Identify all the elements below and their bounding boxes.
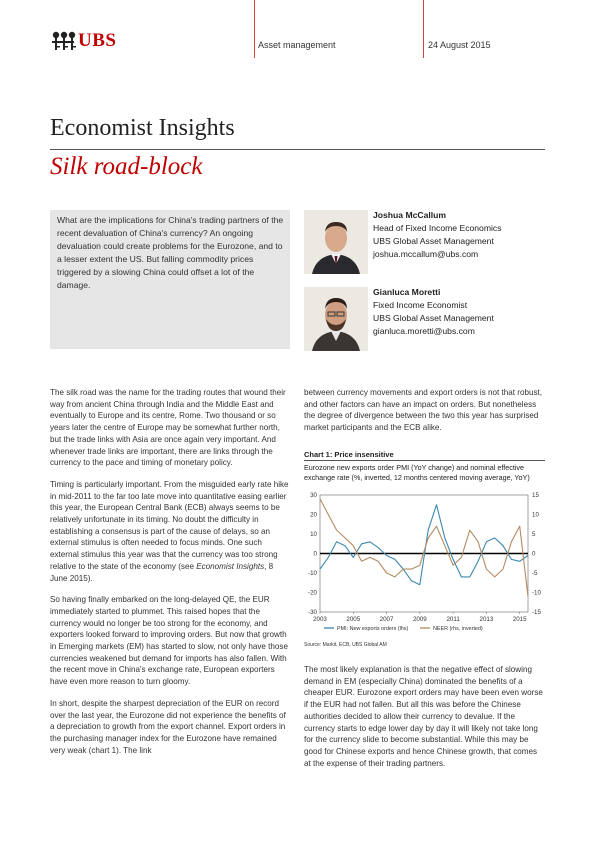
author-org: UBS Global Asset Management — [373, 313, 494, 323]
body-text: , 8 June 2015). — [50, 561, 274, 583]
body-text: Timing is particularly important. From the misguided early rate hike in mid-2011 to the far too late move into quantitative easing earlier this year, the European Central Bank (ECB) always seems to be relatively unfortunate in its timing. No doubt the difficulty in establishing a consensus is part of the cause of delays, so an external stimulus is often needed to focus minds. One such external stimulus this year was that the currency was too strong relative to the state of the economy (see — [50, 479, 289, 571]
y-right-tick-label: 10 — [532, 511, 539, 519]
page-subtitle: Silk road-block — [50, 153, 203, 180]
y-left-tick-label: -20 — [308, 589, 317, 597]
x-tick-label: 2005 — [346, 616, 361, 623]
brand-wordmark: UBS — [78, 30, 117, 51]
body-column-right — [304, 387, 544, 444]
y-right-tick-label: -5 — [532, 570, 538, 578]
y-left-tick-label: 0 — [313, 550, 317, 558]
body-paragraph: The silk road was the name for the trading routes that wound their way from ancient China through India and the Middle East and eventually to Europe and its centre, Rome. Two thousand or so years later the centre of Europe may be somewhat further north, but the trade links with Asia are once again very important. And whenever trade links are important, there are links through the currency to the pace and timing of monetary policy. — [50, 388, 286, 468]
x-tick-label: 2011 — [446, 616, 460, 623]
author-name: Joshua McCallum — [373, 210, 447, 220]
author-name: Gianluca Moretti — [373, 287, 441, 297]
x-tick-label: 2013 — [479, 616, 494, 623]
header-date: 24 August 2015 — [428, 40, 491, 50]
series-line-pmi — [320, 505, 528, 585]
title-divider — [50, 149, 545, 150]
body-paragraph: The most likely explanation is that the negative effect of slowing demand in EM (especially China) dominated the benefits of a cheaper EUR. Eurozone export orders may have been even worse if the EUR had not fallen. But all this was before the Chinese authorities decided to allow their currency to devalue. If the currency starts to edge lower day by day it will likely not take long for the currency slide to become substantial. While this may be good for Chinese exports and hence Chinese growth, that comes at the expense of their trading partners. — [304, 665, 543, 768]
author-role: Head of Fixed Income Economics — [373, 223, 502, 233]
y-right-tick-label: -10 — [532, 589, 541, 597]
series-line-neer — [320, 499, 528, 597]
author-email: gianluca.moretti@ubs.com — [373, 326, 475, 336]
author-photo — [304, 210, 368, 274]
line-chart — [304, 488, 552, 634]
legend-label: NEER (rhs, inverted) — [433, 626, 483, 632]
author-role: Fixed Income Economist — [373, 300, 468, 310]
y-left-tick-label: 30 — [310, 492, 317, 500]
header-section: Asset management — [258, 40, 336, 50]
x-tick-label: 2003 — [313, 616, 327, 623]
x-tick-label: 2007 — [379, 616, 394, 623]
y-left-tick-label: -30 — [308, 609, 317, 617]
body-paragraph: In short, despite the sharpest depreciation of the EUR on record over the last year, the Eurozone did not experience the benefits of a depreciation to growth from the export channel. Export orders in the purchasing manager index for the Eurozone have remained very weak (chart 1). The link — [50, 698, 286, 755]
body-paragraph: So having finally embarked on the long-delayed QE, the EUR immediately started to plummet. This raised hopes that the currency would no longer be too strong for the economy, and exporters looked forward to improving orders. But now that growth in Emerging markets (EM) has started to slow, not only have those currencies weakened but demand for imports has also fallen. With the recent move in China's exchange rate, European exporters have even more reason to turn gloomy. — [50, 595, 288, 687]
y-right-tick-label: 15 — [532, 492, 539, 500]
publication-reference: Economist Insights — [196, 561, 265, 571]
body-paragraph: between currency movements and export orders is not that robust, and other factors can have an impact on orders. But nonetheless the degree of divergence between the two this year has surprised market participants and the ECB alike. — [304, 388, 542, 433]
header-divider — [254, 0, 255, 58]
y-left-tick-label: -10 — [308, 570, 317, 578]
body-paragraph — [50, 479, 291, 584]
chart-source: Source: Markit, ECB, UBS Global AM — [304, 642, 387, 648]
y-left-tick-label: 10 — [310, 531, 317, 539]
summary-text: What are the implications for China's trading partners of the recent devaluation of China's currency? An ongoing devaluation could create problems for the Eurozone, and to a lesser extent the US. But falling commodity prices triggered by a slowing China could offset a lot of the damage. — [57, 215, 284, 290]
page-title: Economist Insights — [50, 115, 235, 141]
author-photo — [304, 287, 368, 351]
y-right-tick-label: -15 — [532, 609, 541, 617]
y-right-tick-label: 0 — [532, 550, 536, 558]
x-tick-label: 2009 — [412, 616, 427, 623]
chart-caption: Eurozone new exports order PMI (YoY change) and nominal effective exchange rate (%, inverted, 12 months centered moving average, YoY) — [304, 463, 530, 482]
legend-label: PMI: New exports orders (lhs) — [337, 626, 409, 632]
author-email: joshua.mccallum@ubs.com — [373, 249, 479, 259]
y-left-tick-label: 20 — [310, 511, 317, 519]
chart-title: Chart 1: Price insensitive — [304, 450, 394, 459]
x-tick-label: 2015 — [512, 616, 527, 623]
y-right-tick-label: 5 — [532, 531, 536, 539]
header-divider — [423, 0, 424, 58]
author-org: UBS Global Asset Management — [373, 236, 494, 246]
body-column-right-lower — [304, 664, 544, 779]
body-column-left — [50, 387, 291, 766]
chart-divider — [304, 460, 545, 461]
